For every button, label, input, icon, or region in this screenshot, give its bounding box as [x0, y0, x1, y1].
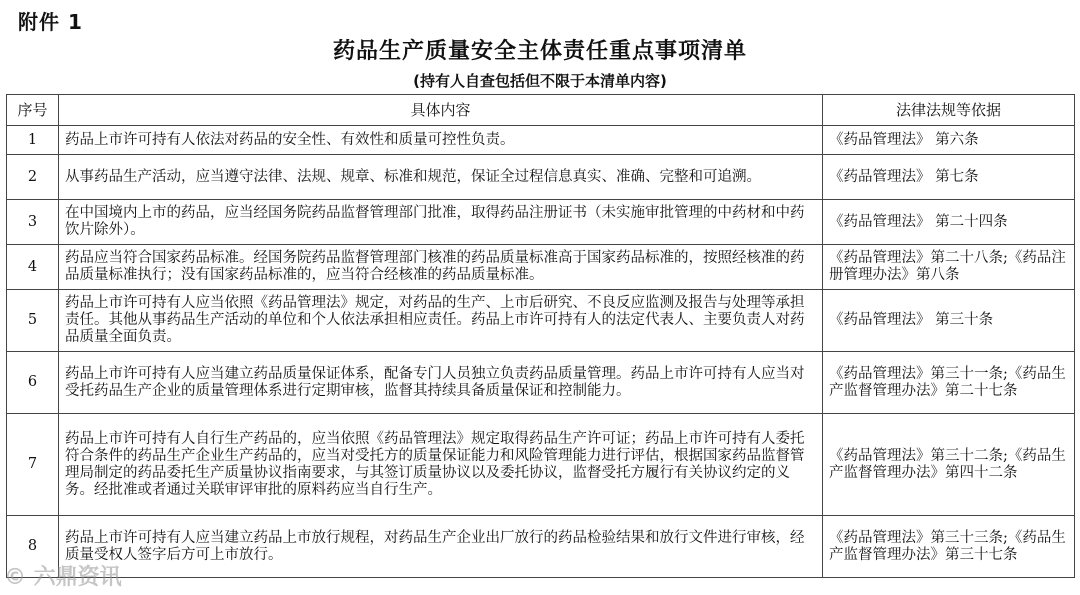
row-number: 3: [7, 200, 59, 245]
attachment-label: 附件 1: [18, 10, 83, 34]
table-row: [7, 352, 1075, 414]
column-header-number: 序号: [7, 95, 59, 126]
row-content: 药品应当符合国家药品标准。经国务院药品监督管理部门核准的药品质量标准高于国家药品标准的，按照经核准的药品质量标准执行；没有国家药品标准的，应当符合经核准的药品质量标准。: [59, 245, 823, 290]
row-legal-basis: 《药品管理法》第三十一条;《药品生产监督管理办法》第二十七条: [823, 352, 1075, 414]
column-header-content: 具体内容: [59, 95, 823, 126]
row-number: 2: [7, 155, 59, 200]
row-legal-basis: 《药品管理法》 第六条: [823, 126, 1075, 155]
responsibility-table: [6, 94, 1075, 578]
row-number: 6: [7, 352, 59, 414]
table-row: [7, 126, 1075, 155]
row-legal-basis: 《药品管理法》 第二十四条: [823, 200, 1075, 245]
table-row: [7, 200, 1075, 245]
row-content: 药品上市许可持有人自行生产药品的，应当依照《药品管理法》规定取得药品生产许可证；药品上市许可持有人委托符合条件的药品生产企业生产药品的，应当对受托方的质量保证能力和风险管理能力进行评估，根据国家药品监督管理局制定的药品委托生产质量协议指南要求，与其签订质量协议以及委托协议，监督受托方履行有关协议约定的义务。经批准或者通过关联审评审批的原料药应当自行生产。: [59, 414, 823, 516]
watermark: © 六鼎资讯: [4, 565, 122, 590]
row-number: 1: [7, 126, 59, 155]
row-legal-basis: 《药品管理法》第二十八条;《药品注册管理办法》第八条: [823, 245, 1075, 290]
document-subtitle: (持有人自查包括但不限于本清单内容): [413, 72, 667, 90]
row-content: 药品上市许可持有人应当依照《药品管理法》规定，对药品的生产、上市后研究、不良反应监测及报告与处理等承担责任。其他从事药品生产活动的单位和个人依法承担相应责任。药品上市许可持有人的法定代表人、主要负责人对药品质量全面负责。: [59, 290, 823, 352]
row-legal-basis: 《药品管理法》 第七条: [823, 155, 1075, 200]
row-number: 5: [7, 290, 59, 352]
table-row: [7, 155, 1075, 200]
row-legal-basis: 《药品管理法》第三十二条;《药品生产监督管理办法》第四十二条: [823, 414, 1075, 516]
row-content: 从事药品生产活动，应当遵守法律、法规、规章、标准和规范，保证全过程信息真实、准确、完整和可追溯。: [59, 155, 823, 200]
table-row: [7, 290, 1075, 352]
row-content: 药品上市许可持有人应当建立药品上市放行规程，对药品生产企业出厂放行的药品检验结果和放行文件进行审核，经质量受权人签字后方可上市放行。: [59, 516, 823, 578]
row-content: 在中国境内上市的药品，应当经国务院药品监督管理部门批准，取得药品注册证书（未实施审批管理的中药材和中药饮片除外）。: [59, 200, 823, 245]
row-number: 8: [7, 516, 59, 578]
column-header-basis: 法律法规等依据: [823, 95, 1075, 126]
table-row: [7, 516, 1075, 578]
table-row: [7, 414, 1075, 516]
document-title: 药品生产质量安全主体责任重点事项清单: [332, 39, 747, 64]
row-legal-basis: 《药品管理法》第三十三条;《药品生产监督管理办法》第三十七条: [823, 516, 1075, 578]
row-content: 药品上市许可持有人应当建立药品质量保证体系，配备专门人员独立负责药品质量管理。药品上市许可持有人应当对受托药品生产企业的质量管理体系进行定期审核，监督其持续具备质量保证和控制能力。: [59, 352, 823, 414]
row-legal-basis: 《药品管理法》 第三十条: [823, 290, 1075, 352]
table-header-row: [7, 95, 1075, 126]
row-number: 4: [7, 245, 59, 290]
table-row: [7, 245, 1075, 290]
row-number: 7: [7, 414, 59, 516]
row-content: 药品上市许可持有人依法对药品的安全性、有效性和质量可控性负责。: [59, 126, 823, 155]
